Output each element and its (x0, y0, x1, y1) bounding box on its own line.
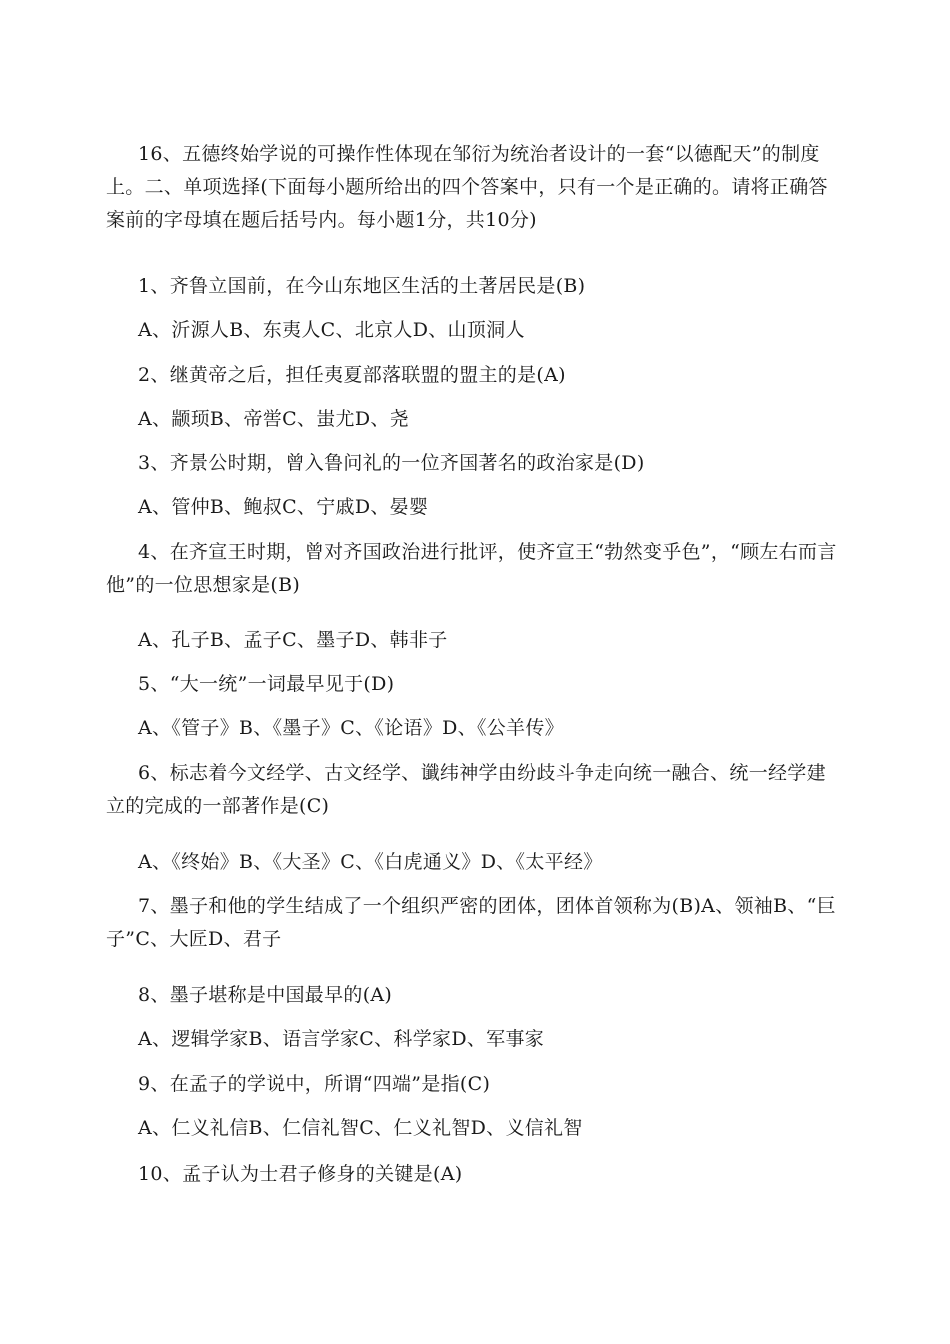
question-4: 4、在齐宣王时期，曾对齐国政治进行批评，使齐宣王“勃然变乎色”，“顾左右而言他”的一位思想家是(B) (106, 541, 837, 596)
question-5: 5、“大一统”一词最早见于(D) (138, 673, 395, 695)
question-1: 1、齐鲁立国前，在今山东地区生活的土著居民是(B) (138, 275, 586, 297)
question-2: 2、继黄帝之后，担任夷夏部落联盟的盟主的是(A) (138, 364, 566, 386)
question-5-options: A、《管子》B、《墨子》C、《论语》D、《公羊传》 (138, 717, 564, 739)
question-7: 7、墨子和他的学生结成了一个组织严密的团体，团体首领称为(B)A、领袖B、“巨子”C、大匠D、君子 (106, 895, 836, 950)
question-3: 3、齐景公时期，曾入鲁问礼的一位齐国著名的政治家是(D) (138, 452, 645, 474)
question-6: 6、标志着今文经学、古文经学、谶纬神学由纷歧斗争走向统一融合、统一经学建立的完成的一部著作是(C) (106, 762, 826, 817)
paragraph-16: 16、五德终始学说的可操作性体现在邹衍为统治者设计的一套“以德配天”的制度上。二、单项选择(下面每小题所给出的四个答案中，只有一个是正确的。请将正确答案前的字母填在题后括号内。每小题1分，共10分) (106, 143, 828, 231)
question-2-options: A、颛顼B、帝喾C、蚩尤D、尧 (138, 408, 409, 430)
question-8: 8、墨子堪称是中国最早的(A) (138, 984, 393, 1006)
question-3-options: A、管仲B、鲍叔C、宁戚D、晏婴 (138, 496, 429, 518)
question-9-options: A、仁义礼信B、仁信礼智C、仁义礼智D、义信礼智 (138, 1117, 583, 1139)
question-4-options: A、孔子B、孟子C、墨子D、韩非子 (138, 629, 448, 651)
question-1-options: A、沂源人B、东夷人C、北京人D、山顶洞人 (138, 319, 525, 341)
question-10: 10、孟子认为士君子修身的关键是(A) (138, 1163, 463, 1185)
question-8-options: A、逻辑学家B、语言学家C、科学家D、军事家 (138, 1028, 545, 1050)
question-9: 9、在孟子的学说中，所谓“四端”是指(C) (138, 1073, 491, 1095)
question-6-options: A、《终始》B、《大圣》C、《白虎通义》D、《太平经》 (138, 851, 603, 873)
